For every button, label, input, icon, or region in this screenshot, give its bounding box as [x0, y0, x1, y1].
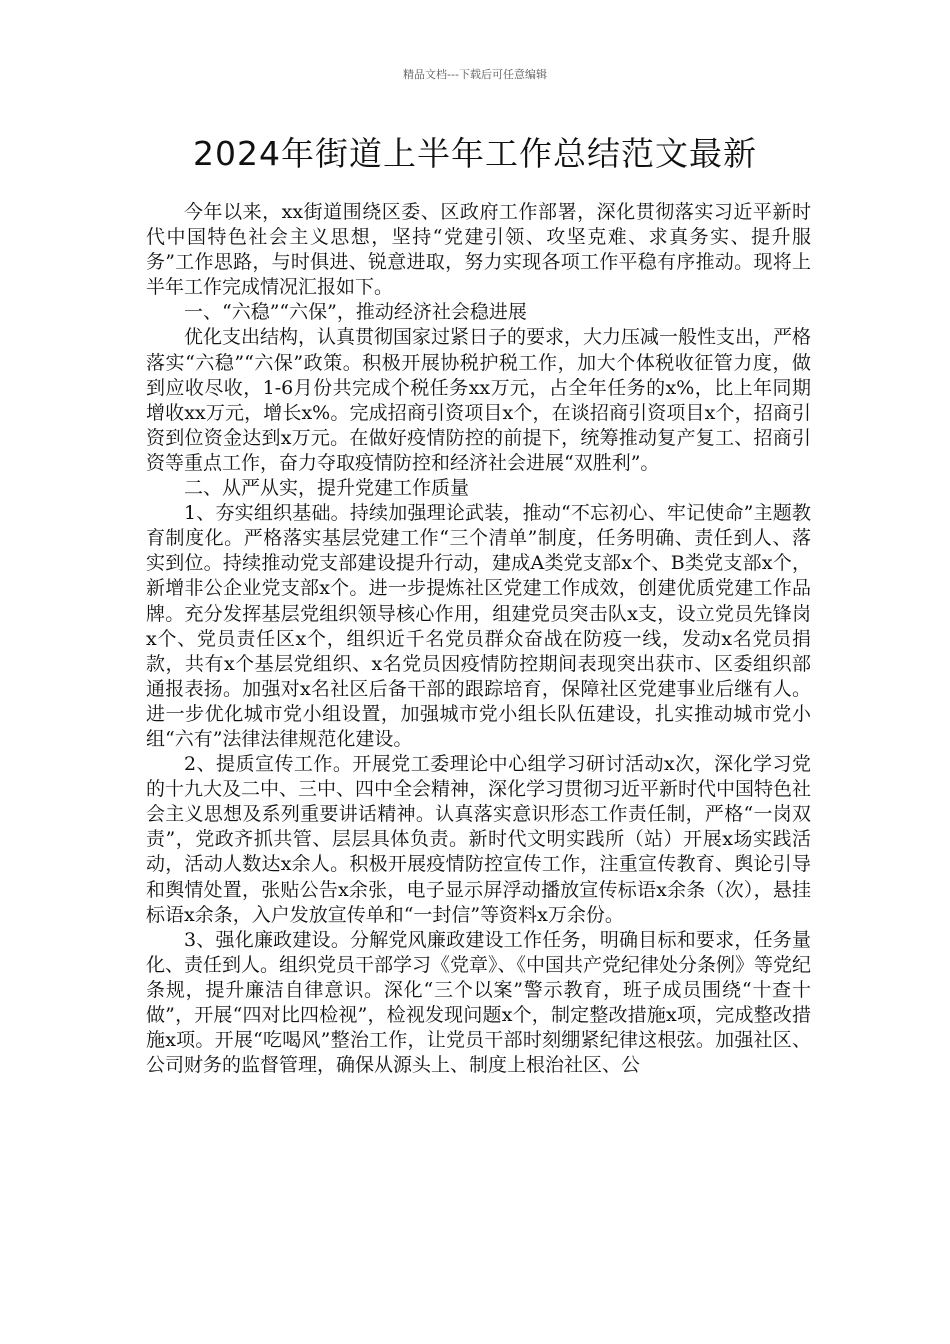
paragraph-integrity: 3、强化廉政建设。分解党风廉政建设工作任务，明确目标和要求，任务量化、责任到人。组织党员干部学习《党章》、《中国共产党纪律处分条例》等党纪条规，提升廉洁自律意识。深化“三个以案”警示教育，班子成员围绕“十查十做”，开展“四对比四检视”，检视发现问题x个，制定整改措施x项，完成整改措施x项。开展“吃喝风”整治工作，让党员干部时刻绷紧纪律这根弦。加强社区、公司财务的监督管理，确保从源头上、制度上根治社区、公	[146, 928, 812, 1077]
paragraph-publicity: 2、提质宣传工作。开展党工委理论中心组学习研讨活动x次，深化学习党的十九大及二中、三中、四中全会精神，深化学习贯彻习近平新时代中国特色社会主义思想及系列重要讲话精神。认真落实意识形态工作责任制，严格“一岗双责”，党政齐抓共管、层层具体负责。新时代文明实践所（站）开展x场实践活动，活动人数达x余人。积极开展疫情防控宣传工作，注重宣传教育、舆论引导和舆情处置，张贴公告x余张，电子显示屏浮动播放宣传标语x余条（次），悬挂标语x余条，入户发放宣传单和“一封信”等资料x万余份。	[146, 753, 812, 926]
page-header-note: 精品文档---下载后可任意编辑	[403, 68, 547, 81]
paragraph-intro: 今年以来，xx街道围绕区委、区政府工作部署，深化贯彻落实习近平新时代中国特色社会主义思想，坚持“党建引领、攻坚克难、求真务实、提升服务”工作思路，与时俱进、锐意进取，努力实现各项工作平稳有序推动。现将上半年工作完成情况汇报如下。	[146, 201, 811, 299]
section-heading-2: 二、从严从实，提升党建工作质量	[184, 477, 470, 500]
paragraph-economy: 优化支出结构，认真贯彻国家过紧日子的要求，大力压减一般性支出，严格落实“六稳”“六保”政策。积极开展协税护税工作，加大个体税收征管力度，做到应收尽收，1-6月份共完成个税任务xx万元，占全年任务的x%，比上年同期增收xx万元，增长x%。完成招商引资项目x个，在谈招商引资项目x个，招商引资到位资金达到x万元。在做好疫情防控的前提下，统筹推动复产复工、招商引资等重点工作，奋力夺取疫情防控和经济社会进展“双胜利”。	[146, 326, 812, 474]
paragraph-organization: 1、夯实组织基础。持续加强理论武装，推动“不忘初心、牢记使命”主题教育制度化。严格落实基层党建工作“三个清单”制度，任务明确、责任到人、落实到位。持续推动党支部建设提升行动，建成A类党支部x个、B类党支部x个，新增非公企业党支部x个。进一步提炼社区党建工作成效，创建优质党建工作品牌。充分发挥基层党组织领导核心作用，组建党员突击队x支，设立党员先锋岗x个、党员责任区x个，组织近千名党员群众奋战在防疫一线，发动x名党员捐款，共有x个基层党组织、x名党员因疫情防控期间表现突出获市、区委组织部通报表扬。加强对x名社区后备干部的跟踪培育，保障社区党建事业后继有人。进一步优化城市党小组设置，加强城市党小组长队伍建设，扎实推动城市党小组“六有”法律法律规范化建设。	[146, 502, 811, 750]
document-body	[146, 200, 811, 1078]
document-title: 2024年街道上半年工作总结范文最新	[193, 134, 757, 173]
section-heading-1: 一、“六稳”“六保”，推动经济社会稳进展	[184, 301, 527, 324]
